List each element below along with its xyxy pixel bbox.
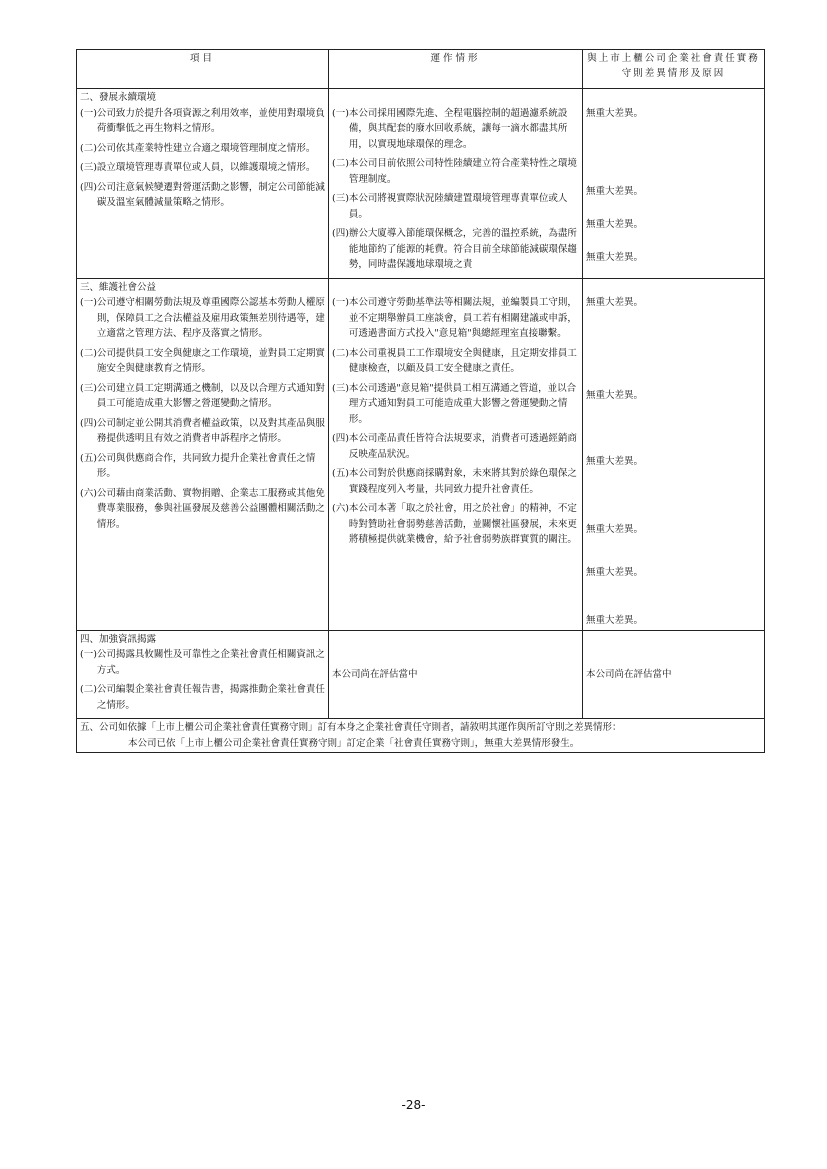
operation-item — [332, 156, 579, 187]
footer-row — [77, 719, 765, 753]
item-label: (六) — [80, 487, 97, 499]
page-number: -28- — [401, 1098, 426, 1112]
section-items — [77, 278, 329, 630]
list-item — [80, 346, 325, 377]
operation-text: 本公司將視實際狀況陸續建置環境管理專責單位或人員。 — [348, 193, 568, 220]
operation-item — [332, 106, 579, 153]
item-text: 公司提供員工安全與健康之工作環境，並對員工定期實施安全與健康教育之情形。 — [96, 347, 325, 374]
difference-text: 無重大差異。 — [586, 615, 644, 626]
section-difference-text: 本公司尚在評估當中 — [583, 630, 765, 719]
operation-item — [332, 501, 579, 548]
section-row — [77, 89, 765, 279]
footer-question: 五、公司如依據「上市上櫃公司企業社會責任實務守則」訂有本身之企業社會責任守則者，請敘明其運作與所訂守則之差異情形： — [80, 722, 622, 733]
footer-cell — [77, 719, 765, 753]
operation-text: 本公司透過"意見箱"提供員工相互溝通之管道，並以合理方式通知對員工可能造成重大影響之營運變動之情形。 — [348, 382, 577, 425]
operation-item — [332, 226, 579, 273]
item-text: 公司建立員工定期溝通之機制，以及以合理方式通知對員工可能造成重大影響之營運變動之情形。 — [96, 382, 325, 409]
item-label: (二) — [80, 684, 97, 695]
operation-text: 本公司對於供應商採購對象，未來將其對於綠色環保之實踐程度列入考量，共同致力提升社會責任。 — [348, 468, 577, 495]
operation-item — [332, 346, 579, 377]
section-operations — [329, 89, 583, 279]
item-label: (四) — [80, 417, 97, 429]
section-differences — [583, 89, 765, 279]
operation-label: (二) — [332, 158, 349, 169]
operation-item — [332, 191, 579, 222]
operation-text: 本公司遵守勞動基準法等相關法規，並編製員工守則，並不定期舉辦員工座談會，員工若有相關建議或申訴，可透過書面方式投入"意見箱"與總經理室直接聯繫。 — [348, 297, 577, 339]
list-item — [80, 381, 325, 412]
item-label: (一) — [80, 107, 97, 119]
list-item — [80, 647, 325, 678]
header-operation: 運作情形 — [329, 50, 583, 89]
difference-text: 無重大差異。 — [586, 524, 644, 535]
item-text: 公司與供應商合作，共同致力提升企業社會責任之情形。 — [96, 452, 316, 479]
item-text: 公司編製企業社會責任報告書，揭露推動企業社會責任之情形。 — [96, 684, 325, 711]
item-text: 公司注意氣候變遷對營運活動之影響，制定公司節能減碳及溫室氣體減量策略之情形。 — [96, 181, 325, 208]
list-item — [80, 416, 325, 447]
item-label: (二) — [80, 142, 97, 154]
operation-text: 本公司重視員工工作環境安全與健康，且定期安排員工健康檢查，以顧及員工安全健康之責任。 — [348, 347, 577, 374]
section-operations — [329, 278, 583, 630]
operation-label: (五) — [332, 468, 349, 479]
list-item — [80, 160, 325, 176]
operation-label: (一) — [332, 107, 349, 119]
operation-item — [332, 466, 579, 497]
item-label: (一) — [80, 297, 97, 308]
item-text: 公司藉由商業活動、實物捐贈、企業志工服務或其他免費專業服務，參與社區發展及慈善公益團體相關活動之情形。 — [96, 487, 325, 530]
item-label: (五) — [80, 452, 97, 464]
difference-text: 無重大差異。 — [586, 297, 644, 308]
section-items — [77, 89, 329, 279]
list-item — [80, 486, 325, 533]
list-item — [80, 141, 325, 157]
item-text: 公司致力於提升各項資源之利用效率，並使用對環境負荷衝擊低之再生物料之情形。 — [96, 107, 325, 134]
section-operation-text: 本公司尚在評估當中 — [329, 630, 583, 719]
difference-text: 無重大差異。 — [586, 567, 644, 578]
difference-text: 無重大差異。 — [586, 218, 644, 230]
item-text: 公司制定並公開其消費者權益政策，以及對其產品與服務提供透明且有效之消費者申訴程序之情形。 — [96, 417, 325, 444]
difference-text: 無重大差異。 — [586, 390, 644, 401]
header-item: 項目 — [77, 50, 329, 89]
operation-label: (三) — [332, 193, 349, 204]
operation-label: (六) — [332, 503, 349, 514]
item-text: 設立環境管理專責單位或人員，以維護環境之情形。 — [96, 162, 316, 173]
header-difference: 與上市上櫃公司企業社會責任實務守則差異情形及原因 — [583, 50, 765, 89]
list-item — [80, 451, 325, 482]
operation-item — [332, 381, 579, 428]
operation-label: (四) — [332, 433, 349, 444]
operation-item — [332, 431, 579, 462]
section-items — [77, 630, 329, 719]
operation-text: 本公司目前依照公司特性陸續建立符合產業特性之環境管理制度。 — [348, 158, 577, 185]
item-label: (三) — [80, 162, 97, 173]
operation-label: (四) — [332, 228, 349, 239]
csr-table — [76, 49, 765, 753]
operation-label: (一) — [332, 297, 349, 308]
item-label: (二) — [80, 347, 97, 359]
operation-text: 辦公大廈導入節能環保概念，完善的溫控系統，為盡所能地節約了能源的耗費。符合目前全球節能減碳環保趨勢，同時盡保護地球環境之責 — [348, 228, 577, 270]
item-label: (三) — [80, 382, 97, 394]
operation-label: (三) — [332, 382, 349, 394]
section-title: 四、加強資訊揭露 — [80, 633, 157, 645]
operation-text: 本公司本著「取之於社會，用之於社會」的精神，不定時對贊助社會弱勢慈善活動，並關懷社區發展，未來更將積極提供就業機會，給予社會弱勢族群實質的關注。 — [348, 503, 577, 545]
section-row — [77, 630, 765, 719]
section-differences — [583, 278, 765, 630]
section-title: 二、發展永續環境 — [80, 92, 157, 103]
item-text: 公司依其產業特性建立合適之環境管理制度之情形。 — [96, 142, 316, 154]
footer-answer: 本公司已依「上市上櫃公司企業社會責任實務守則」訂定企業「社會責任實務守則」，無重大差異情形發生。 — [128, 737, 580, 749]
operation-text: 本公司產品責任皆符合法規要求，消費者可透過經銷商反映產品狀況。 — [348, 433, 577, 460]
item-label: (四) — [80, 181, 97, 193]
difference-text: 無重大差異。 — [586, 456, 644, 467]
operation-item — [332, 295, 579, 342]
operation-label: (二) — [332, 347, 349, 359]
item-label: (一) — [80, 649, 97, 660]
difference-text: 無重大差異。 — [586, 185, 644, 197]
list-item — [80, 180, 325, 211]
header-row — [77, 50, 765, 89]
operation-text: 本公司採用國際先進、全程電腦控制的超過濾系統設備，與其配套的廢水回收系統，讓每一滴水都盡其所用，以實現地球環保的理念。 — [348, 107, 568, 150]
item-text: 公司遵守相關勞動法規及尊重國際公認基本勞動人權原則，保障員工之合法權益及雇用政策無差別待遇等，建立適當之管理方法、程序及落實之情形。 — [96, 297, 325, 339]
list-item — [80, 682, 325, 713]
item-text: 公司揭露具攸關性及可靠性之企業社會責任相關資訊之方式。 — [96, 649, 325, 676]
difference-text: 無重大差異。 — [586, 107, 644, 119]
list-item — [80, 106, 325, 137]
section-title: 三、維護社會公益 — [80, 281, 157, 293]
section-row — [77, 278, 765, 630]
difference-text: 無重大差異。 — [586, 251, 644, 263]
list-item — [80, 295, 325, 342]
